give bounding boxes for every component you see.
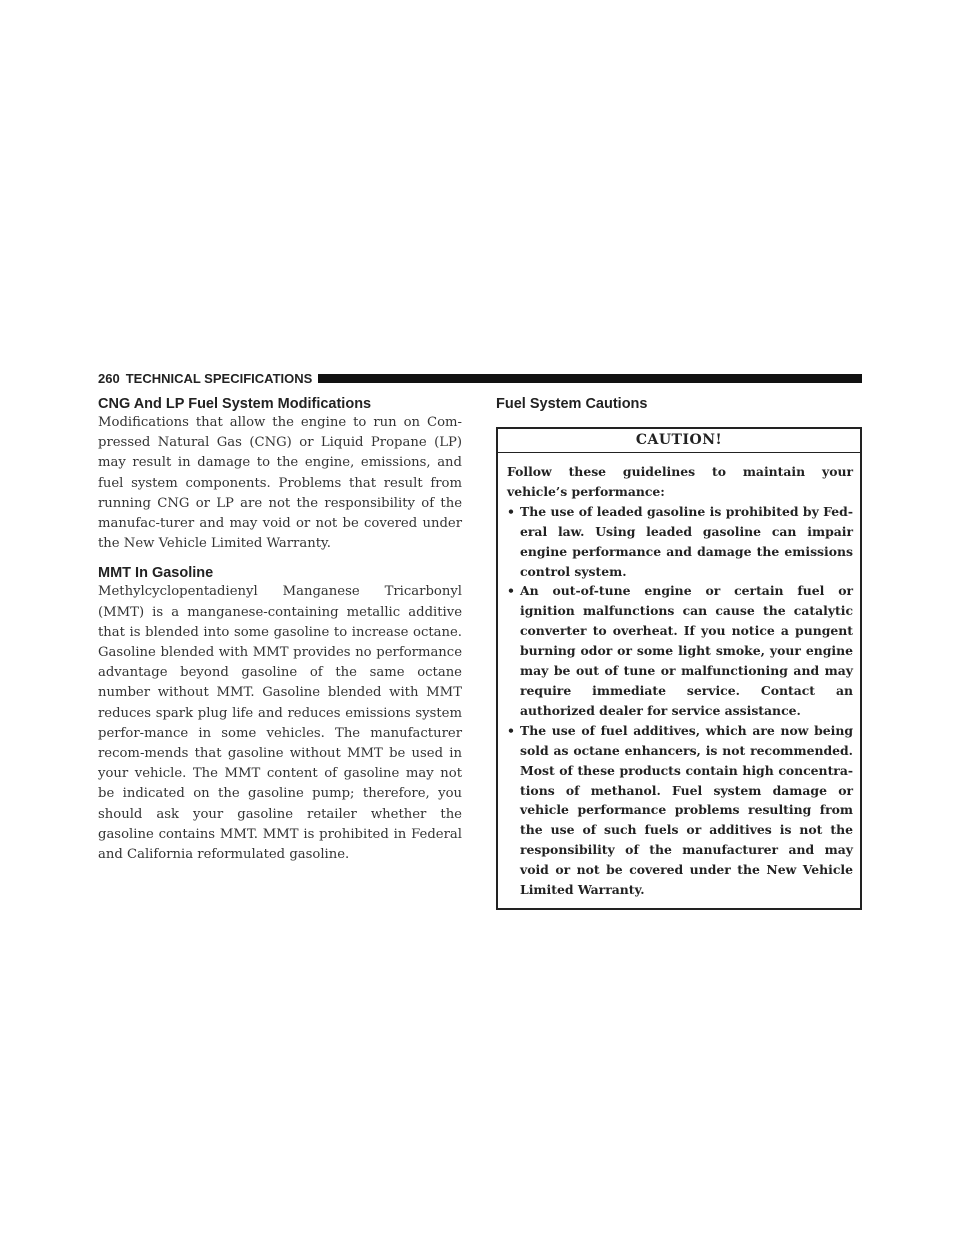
mmt-heading: MMT In Gasoline (98, 565, 214, 582)
caution-bullet (507, 502, 853, 582)
caution-box (496, 427, 862, 910)
caution-bullet-text: An out-of-tune engine or certain fuel or ignition malfunctions can cause the catalytic converter to overheat. If you notice a pungent burning odor or some light smoke, your engine may be out of tune or malfunctioning and may require immediate service. Contact an authorized dealer for service assistance. (520, 583, 853, 718)
caution-body (498, 453, 860, 908)
cng-paragraph: Modifications that allow the engine to run on Com-pressed Natural Gas (CNG) or Liquid Propane (LP) may result in damage to the engine, emissions, and fuel system components. Problems that result from running CNG or LP are not the responsibility of the manufac-turer and may void or not be covered under the New Vehicle Limited Warranty. (98, 415, 462, 552)
fuel-cautions-heading: Fuel System Cautions (496, 396, 648, 412)
caution-bullet-text: The use of fuel additives, which are now being sold as octane enhancers, is not recommended. Most of these products contain high concentra-tions of methanol. Fuel system damage or vehicle performance problems resulting from the use of such fuels or additives is not the responsibility of the manufacturer and may void or not be covered under the New Vehicle Limited Warranty. (520, 722, 853, 898)
cng-heading: CNG And LP Fuel System Modifications (98, 396, 372, 412)
left-column (98, 395, 462, 865)
caution-bullet (507, 581, 853, 720)
caution-title: CAUTION! (498, 429, 860, 453)
right-column (496, 395, 862, 910)
bullet-icon: • (507, 583, 515, 599)
caution-bullet-text: The use of leaded gasoline is prohibited by Fed-eral law. Using leaded gasoline can impair engine performance and damage the emissions control system. (520, 503, 853, 579)
mmt-paragraph: Methylcyclopentadienyl Manganese Tricarbonyl (MMT) is a manganese-containing metallic additive that is blended into some gasoline to increase octane. Gasoline blended with MMT provides no performance advantage beyond gasoline of the same octane number without MMT. Gasoline blended with MMT reduces spark plug life and reduces emissions system perfor-mance in some vehicles. The manufacturer recom-mends that gasoline without MMT be used in your vehicle. The MMT content of gasoline may not be indicated on the gasoline pump; therefore, you should ask your gasoline retailer whether the gasoline contains MMT. MMT is prohibited in Federal and California reformulated gasoline. (98, 584, 462, 863)
bullet-icon: • (507, 503, 515, 519)
caution-bullet (507, 721, 853, 900)
page-number: 260 (98, 370, 120, 386)
header-rule (318, 374, 862, 383)
page-header (98, 370, 862, 386)
caution-intro: Follow these guidelines to maintain your vehicle’s performance: (507, 464, 853, 499)
bullet-icon: • (507, 722, 515, 738)
section-title: TECHNICAL SPECIFICATIONS (125, 370, 313, 386)
